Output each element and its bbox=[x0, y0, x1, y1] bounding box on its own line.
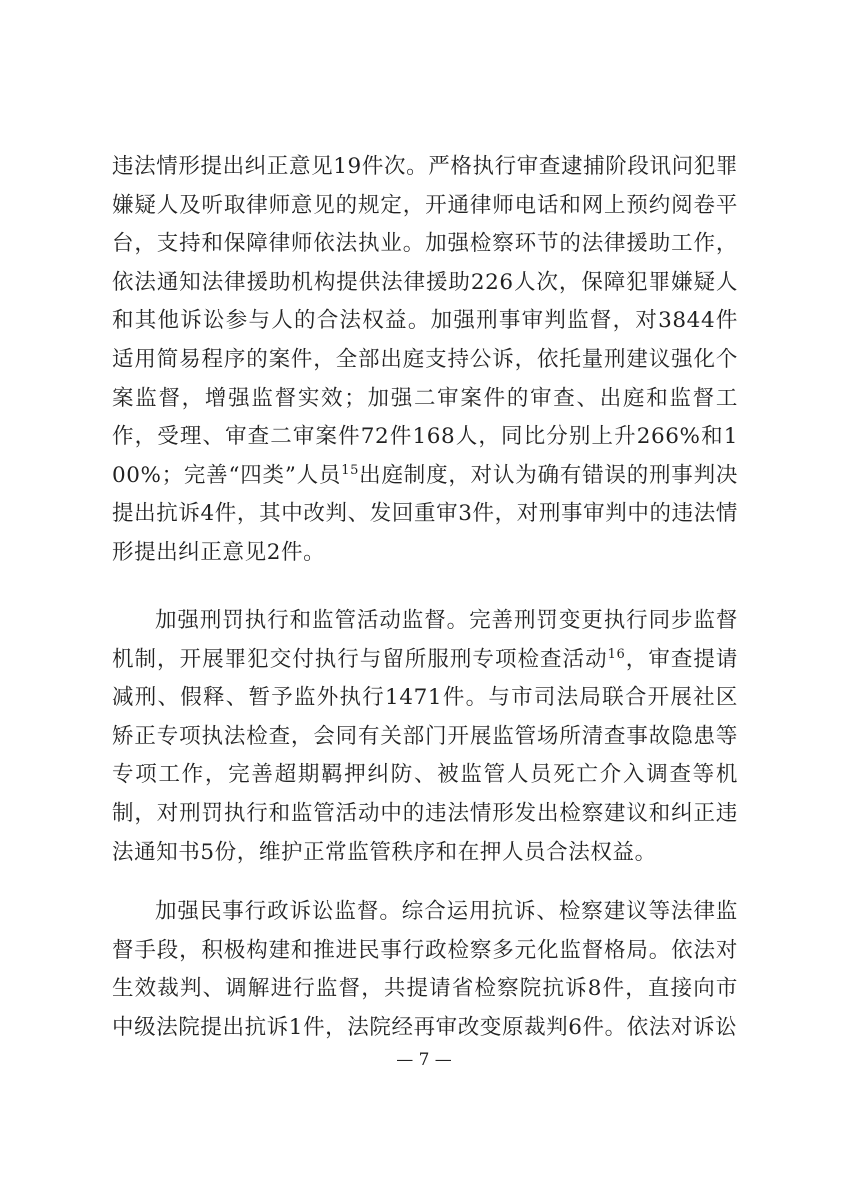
footnote-reference[interactable]: 16 bbox=[607, 646, 626, 662]
paragraph-text: ，审查提请减刑、假释、暂予监外执行1471件。与市司法局联合开展社区矫正专项执法检查，会同有关部门开展监管场所清查事故隐患等专项工作，完善超期羁押纠防、被监管人员死亡介入调查等机制，对刑罚执行和监管活动中的违法情形发出检察建议和纠正违法通知书5份，维护正常监管秩序和在押人员合法权益。 bbox=[112, 646, 738, 865]
section-heading: 加强民事行政诉讼监督。 bbox=[155, 899, 402, 924]
page-number: — 7 — bbox=[396, 1050, 452, 1070]
paragraph-text: 出庭制度，对认为确有错误的刑事判决提出抗诉4件，其中改判、发回重审3件，对刑事审判中的违法情形提出纠正意见2件。 bbox=[112, 462, 738, 565]
paragraph-penalty-execution-supervision bbox=[112, 602, 738, 872]
paragraph-text: 完善刑罚变更执行同步监督机制，开展罪犯交付执行与留所服刑专项检查活动 bbox=[112, 608, 739, 672]
paragraph-text: 违法情形提出纠正意见19件次。严格执行审查逮捕阶段讯问犯罪嫌疑人及听取律师意见的规定，开通律师电话和网上预约阅卷平台，支持和保障律师依法执业。加强检察环节的法律援助工作，依法通知法律援助机构提供法律援助226人次，保障犯罪嫌疑人和其他诉讼参与人的合法权益。加强刑事审判监督，对3844件适用简易程序的案件，全部出庭支持公诉，依托量刑建议强化个案监督，增强监督实效；加强二审案件的审查、出庭和监督工作，受理、审查二审案件72件168人，同比分别上升266%和100%；完善“四类”人员 bbox=[112, 154, 738, 488]
section-heading: 加强刑罚执行和监管活动监督。 bbox=[155, 608, 470, 633]
paragraph-civil-administrative-supervision bbox=[112, 893, 738, 1047]
footnote-reference[interactable]: 15 bbox=[341, 462, 359, 478]
paragraph-text: 综合运用抗诉、检察建议等法律监督手段，积极构建和推进民事行政检察多元化监督格局。依法对生效裁判、调解进行监督，共提请省检察院抗诉8件，直接向市中级法院提出抗诉1件，法院经再审改变原裁判6件。依法对诉讼 bbox=[112, 899, 738, 1040]
paragraph-criminal-trial-supervision bbox=[112, 148, 738, 573]
